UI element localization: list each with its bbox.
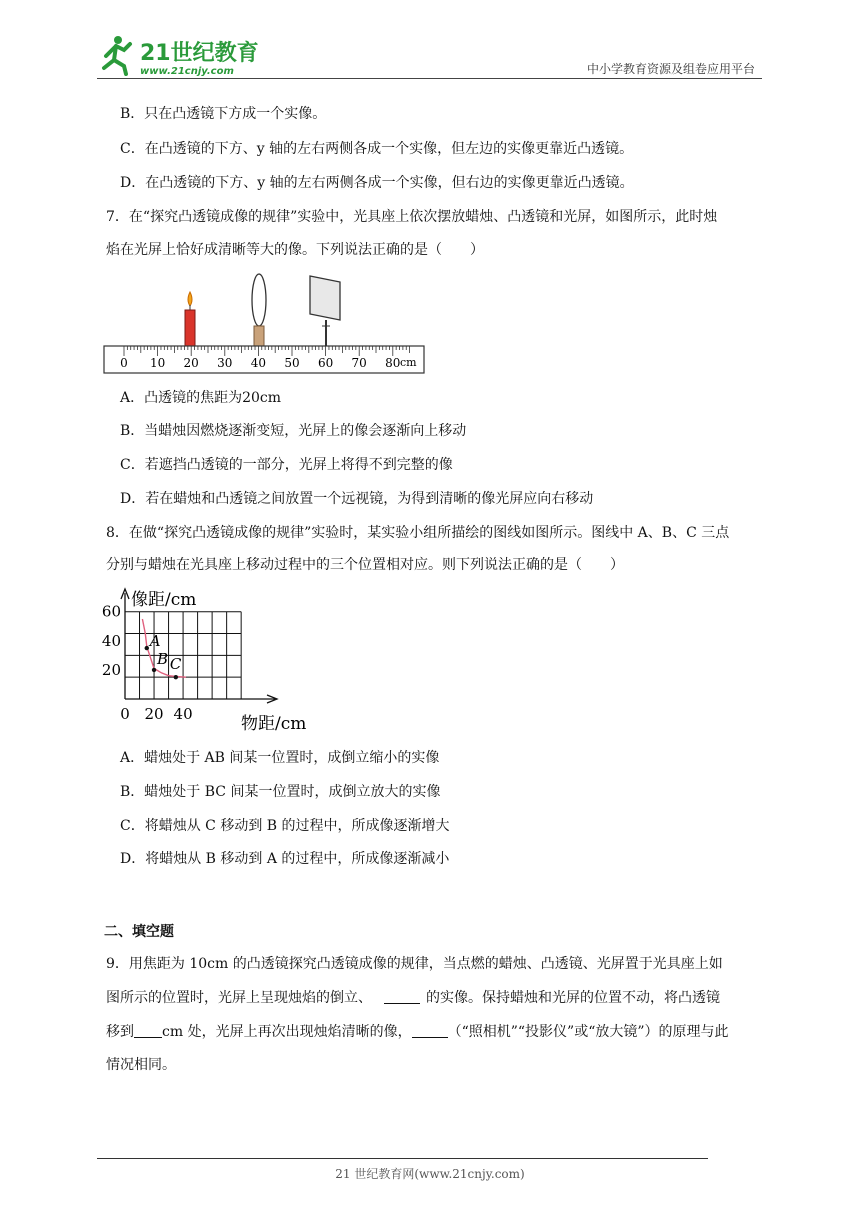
bench-tick-label: 10 [149, 356, 166, 370]
q7-option-d: D．若在蜡烛和凸透镜之间放置一个远视镜，为得到清晰的像光屏应向右移动 [120, 491, 594, 507]
data-point-a [145, 646, 149, 650]
q9-line2-text-a: 图所示的位置时，光屏上呈现烛焰的倒立、 [106, 990, 372, 1006]
q9-blank-1[interactable] [384, 989, 420, 1004]
q7-stem-line1: 7．在“探究凸透镜成像的规律”实验中，光具座上依次摆放蜡烛、凸透镜和光屏，如图所示，此时烛 [106, 209, 718, 225]
q8-option-b: B．蜡烛处于 BC 间某一位置时，成倒立放大的实像 [120, 784, 441, 800]
image-distance-chart [96, 585, 326, 739]
q6-option-b: B．只在凸透镜下方成一个实像。 [120, 106, 327, 122]
q6-option-c: C．在凸透镜的下方、y 轴的左右两侧各成一个实像，但左边的实像更靠近凸透镜。 [120, 141, 634, 157]
bench-tick-label: 60 [317, 356, 334, 370]
bench-unit: cm [400, 356, 417, 369]
convex-lens-icon [252, 274, 266, 346]
x-tick-label: 20 [144, 705, 164, 723]
point-label-b: B [157, 649, 169, 668]
x-tick-label: 0 [120, 705, 130, 723]
q8-stem-line2: 分别与蜡烛在光具座上移动过程中的三个位置相对应。则下列说法正确的是（ ） [106, 557, 624, 573]
optical-bench-figure [102, 270, 426, 380]
bench-tick-label: 20 [183, 356, 199, 370]
bench-tick-label: 40 [250, 356, 267, 370]
q9-line3-text-c: （“照相机”“投影仪”或“放大镜”）的原理与此 [447, 1024, 729, 1040]
q7-stem-line2: 焰在光屏上恰好成清晰等大的像。下列说法正确的是（ ） [106, 242, 484, 258]
y-tick-label: 40 [101, 631, 121, 650]
q6-option-d: D．在凸透镜的下方、y 轴的左右两侧各成一个实像，但右边的实像更靠近凸透镜。 [120, 175, 634, 191]
footer-divider [97, 1158, 708, 1159]
svg-text:21世纪教育: 21世纪教育 [140, 41, 259, 66]
bench-tick-label: 30 [217, 356, 233, 370]
runner-icon [104, 36, 130, 74]
data-point-b [152, 668, 156, 672]
bench-tick-label: 0 [120, 356, 128, 370]
y-tick-label: 60 [101, 602, 121, 621]
footer-text: 21 世纪教育网(www.21cnjy.com) [335, 1167, 525, 1181]
q9-line4: 情况相同。 [106, 1057, 176, 1073]
q9-line2-text-b: 的实像。保持蜡烛和光屏的位置不动，将凸透镜 [426, 990, 720, 1006]
header-platform-text: 中小学教育资源及组卷应用平台 [586, 62, 755, 76]
q9-line1: 9．用焦距为 10cm 的凸透镜探究凸透镜成像的规律，当点燃的蜡烛、凸透镜、光屏置于光具座上如 [106, 956, 723, 972]
bench-tick-label: 80 [385, 356, 401, 370]
point-label-c: C [169, 655, 182, 674]
y-axis-label: 像距/cm [131, 590, 197, 610]
q8-option-d: D．将蜡烛从 B 移动到 A 的过程中，所成像逐渐减小 [120, 851, 450, 867]
q7-option-c: C．若遮挡凸透镜的一部分，光屏上将得不到完整的像 [120, 457, 453, 473]
x-axis-label: 物距/cm [241, 714, 307, 734]
q9-line3-text-b: cm 处，光屏上再次出现烛焰清晰的像， [162, 1024, 412, 1040]
header-divider [97, 78, 762, 79]
q9-line3-text-a: 移到 [106, 1024, 134, 1040]
y-tick-label: 20 [101, 660, 121, 679]
q9-line2 [106, 988, 720, 1008]
site-logo [96, 32, 266, 78]
q8-stem-line1: 8．在做“探究凸透镜成像的规律”实验时，某实验小组所描绘的图线如图所示。图线中 A、B、C 三点 [106, 525, 730, 541]
candle-icon [185, 292, 195, 346]
q7-option-b: B．当蜡烛因燃烧逐渐变短，光屏上的像会逐渐向上移动 [120, 423, 467, 439]
q9-blank-2[interactable] [134, 1023, 162, 1038]
section-title-fill-blank: 二、填空题 [104, 924, 174, 940]
q9-blank-3[interactable] [412, 1023, 448, 1038]
q8-option-c: C．将蜡烛从 C 移动到 B 的过程中，所成像逐渐增大 [120, 818, 450, 834]
q8-option-a: A．蜡烛处于 AB 间某一位置时，成倒立缩小的实像 [120, 750, 440, 766]
svg-text:www.21cnjy.com: www.21cnjy.com [140, 66, 234, 77]
x-tick-label: 40 [173, 705, 193, 723]
q9-line3 [106, 1022, 729, 1042]
q7-option-a: A．凸透镜的焦距为20cm [120, 390, 282, 406]
bench-tick-label: 70 [351, 356, 367, 370]
bench-tick-label: 50 [284, 356, 300, 370]
light-screen-icon [310, 276, 340, 346]
data-point-c [174, 675, 178, 679]
point-label-a: A [149, 632, 161, 651]
